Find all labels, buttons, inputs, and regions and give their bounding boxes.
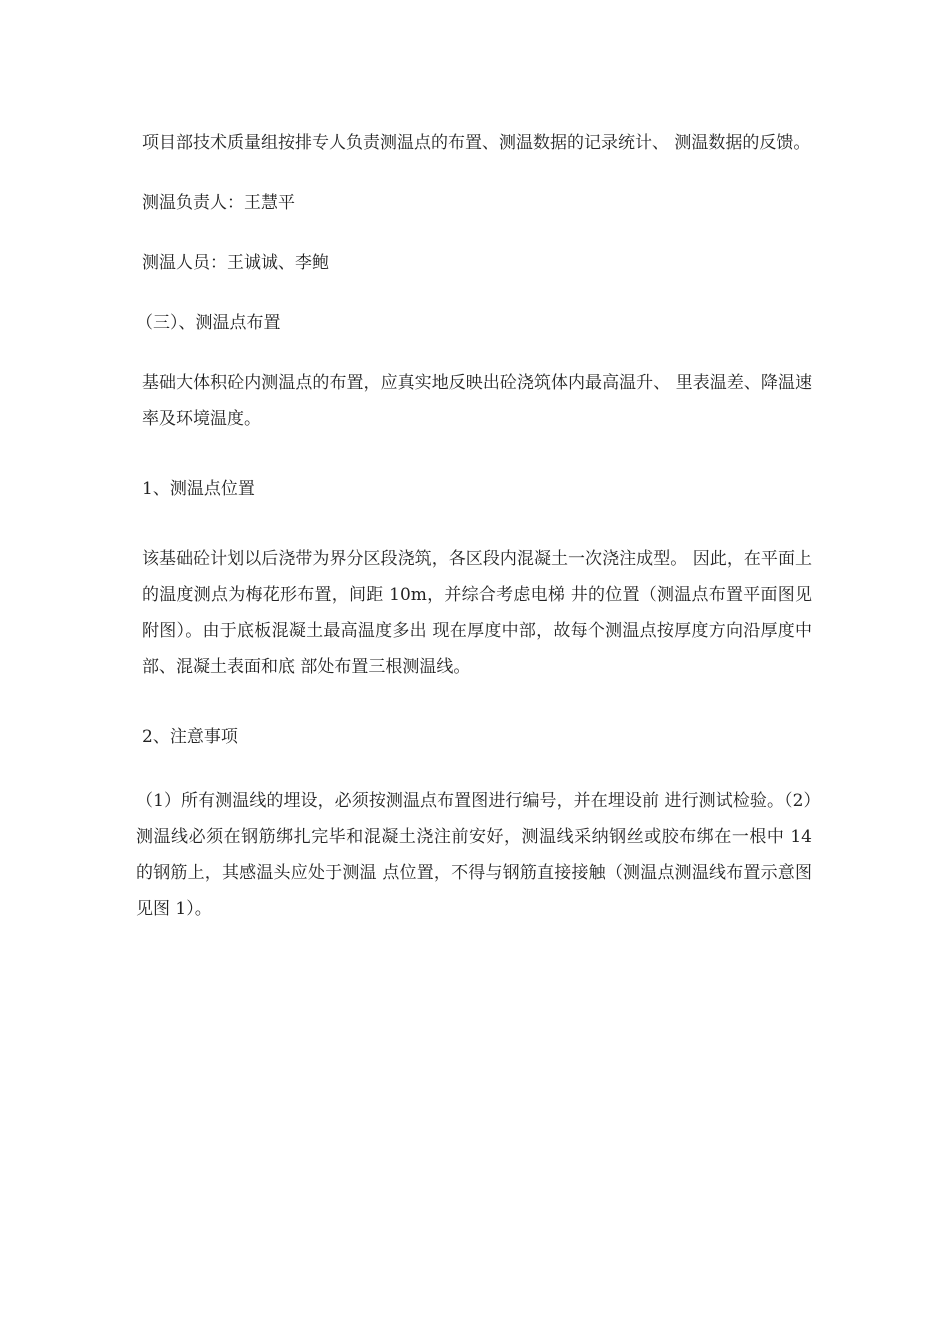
- subheading-precautions: 2、注意事项: [142, 727, 238, 747]
- paragraph-measurement-layout: 基础大体积砼内测温点的布置，应真实地反映出砼浇筑体内最高温升、 里表温差、降温速率及环境温度。: [142, 373, 812, 429]
- paragraph-staff-responsibility: 项目部技术质量组按排专人负责测温点的布置、测温数据的记录统计、 测温数据的反馈。: [142, 133, 811, 153]
- paragraph-precautions-details: （1）所有测温线的埋设，必须按测温点布置图进行编号，并在埋设前 进行测试检验。（2）测温线必须在钢筋绑扎完毕和混凝土浇注前安好，测温线采纳钢丝或胶布绑在一根中 14 的钢筋上，其感温头应处于测温 点位置，不得与钢筋直接接触（测温点测温线布置示意图见图 1）。: [136, 791, 812, 919]
- section-heading-measurement-points: （三）、测温点布置: [136, 313, 281, 333]
- paragraph-temperature-lead: 测温负责人：王慧平: [142, 193, 295, 213]
- subheading-point-location: 1、测温点位置: [142, 479, 255, 499]
- paragraph-temperature-staff: 测温人员：王诚诚、李鲍: [142, 253, 329, 273]
- document-body: [136, 125, 812, 927]
- paragraph-point-location-details: 该基础砼计划以后浇带为界分区段浇筑，各区段内混凝土一次浇注成型。 因此，在平面上的温度测点为梅花形布置，间距 10m，并综合考虑电梯 井的位置（测温点布置平面图见附图）。由于底板混凝土最高温度多出 现在厚度中部，故每个测温点按厚度方向沿厚度中部、混凝土表面和底 部处布置三根测温线。: [142, 549, 812, 677]
